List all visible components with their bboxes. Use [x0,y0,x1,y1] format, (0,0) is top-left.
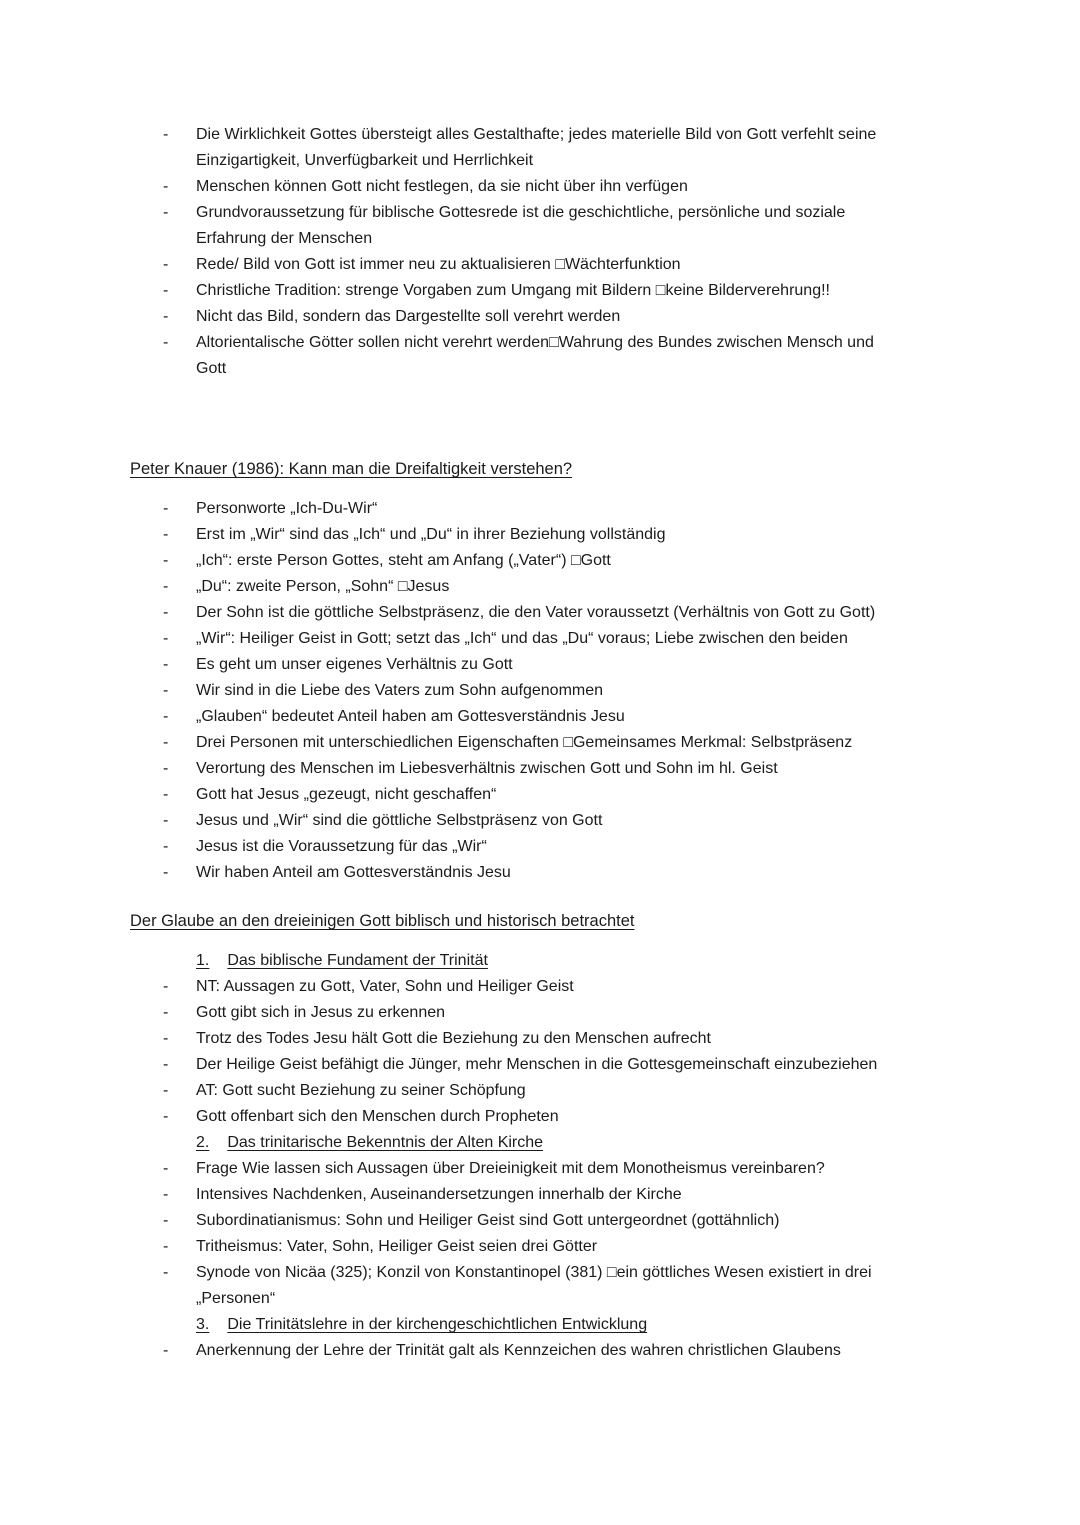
bullet-text: Verortung des Menschen im Liebesverhältnis zwischen Gott und Sohn im hl. Geist [196,760,778,777]
bullet-marker-dash: - [163,334,169,351]
bullet-marker-dash: - [163,204,169,221]
bullet-marker-dash: - [163,1108,169,1125]
bullet-item [130,704,906,730]
bullet-marker-dash: - [163,734,169,751]
bullet-item [130,808,906,834]
sub-heading [130,948,906,974]
bullet-item [130,626,906,652]
bullet-item [130,756,906,782]
bullet-marker-dash: - [163,256,169,273]
bullet-text: Erst im „Wir“ sind das „Ich“ und „Du“ in ihrer Beziehung vollständig [196,526,666,543]
bullet-marker-dash: - [163,1004,169,1021]
bullet-text: Wir sind in die Liebe des Vaters zum Sohn aufgenommen [196,682,604,699]
bullet-text: Gott offenbart sich den Menschen durch Propheten [196,1108,559,1125]
bullet-text: Subordinatianismus: Sohn und Heiliger Geist sind Gott untergeordnet (gottähnlich) [196,1212,780,1229]
bullet-text: Gott hat Jesus „gezeugt, nicht geschaffen“ [196,786,497,803]
bullet-item [130,1208,906,1234]
bullet-list [130,122,906,382]
bullet-text: Drei Personen mit unterschiedlichen Eigenschaften □Gemeinsames Merkmal: Selbstpräsenz [196,734,853,751]
bullet-marker-dash: - [163,552,169,569]
bullet-text: Altorientalische Götter sollen nicht verehrt werden□Wahrung des Bundes zwischen Mensch und Gott [196,334,874,377]
bullet-marker-dash: - [163,786,169,803]
bullet-marker-dash: - [163,282,169,299]
bullet-marker-dash: - [163,178,169,195]
bullet-text: „Du“: zweite Person, „Sohn“ □Jesus [196,578,450,595]
bullet-list [130,974,906,1130]
bullet-item [130,1104,906,1130]
bullet-item [130,122,906,174]
bullet-text: Christliche Tradition: strenge Vorgaben zum Umgang mit Bildern □keine Bilderverehrung!! [196,282,830,299]
bullet-text: Der Sohn ist die göttliche Selbstpräsenz, die den Vater voraussetzt (Verhältnis von Gott zu Gott) [196,604,876,621]
bullet-item [130,834,906,860]
bullet-text: Anerkennung der Lehre der Trinität galt als Kennzeichen des wahren christlichen Glaubens [196,1342,841,1359]
bullet-marker-dash: - [163,682,169,699]
bullet-item [130,1052,906,1078]
bullet-list [130,1156,906,1312]
bullet-text: Gott gibt sich in Jesus zu erkennen [196,1004,446,1021]
bullet-item [130,1338,906,1364]
bullet-marker-dash: - [163,1186,169,1203]
bullet-text: Der Heilige Geist befähigt die Jünger, mehr Menschen in die Gottesgemeinschaft einzubeziehen [196,1056,878,1073]
bullet-item [130,652,906,678]
bullet-marker-dash: - [163,864,169,881]
bullet-marker-dash: - [163,838,169,855]
bullet-item [130,1078,906,1104]
bullet-item [130,860,906,886]
bullet-marker-dash: - [163,708,169,725]
bullet-marker-dash: - [163,526,169,543]
bullet-item [130,548,906,574]
bullet-item [130,304,906,330]
section-heading: Peter Knauer (1986): Kann man die Dreifaltigkeit verstehen? [130,460,573,478]
bullet-text: NT: Aussagen zu Gott, Vater, Sohn und Heiliger Geist [196,978,574,995]
bullet-marker-dash: - [163,1212,169,1229]
bullet-item [130,678,906,704]
sub-heading-number: 1. [196,952,210,969]
bullet-text: Es geht um unser eigenes Verhältnis zu Gott [196,656,513,673]
bullet-text: Wir haben Anteil am Gottesverständnis Jesu [196,864,511,881]
bullet-list [130,1338,906,1364]
bullet-item [130,782,906,808]
vertical-spacer [130,382,906,434]
bullet-marker-dash: - [163,500,169,517]
sub-heading [130,1130,906,1156]
bullet-marker-dash: - [163,1056,169,1073]
bullet-marker-dash: - [163,630,169,647]
sub-heading-text: Das biblische Fundament der Trinität [227,952,488,969]
section-heading: Der Glaube an den dreieinigen Gott biblisch und historisch betrachtet [130,912,635,930]
bullet-marker-dash: - [163,126,169,143]
bullet-item [130,1000,906,1026]
bullet-item [130,1182,906,1208]
bullet-text: Frage Wie lassen sich Aussagen über Dreieinigkeit mit dem Monotheismus vereinbaren? [196,1160,825,1177]
bullet-marker-dash: - [163,1342,169,1359]
bullet-marker-dash: - [163,308,169,325]
bullet-marker-dash: - [163,1160,169,1177]
sub-heading [130,1312,906,1338]
bullet-item [130,574,906,600]
bullet-text: AT: Gott sucht Beziehung zu seiner Schöpfung [196,1082,526,1099]
bullet-item [130,496,906,522]
bullet-item [130,600,906,626]
bullet-marker-dash: - [163,812,169,829]
bullet-text: „Glauben“ bedeutet Anteil haben am Gottesverständnis Jesu [196,708,625,725]
bullet-marker-dash: - [163,1264,169,1281]
bullet-marker-dash: - [163,1082,169,1099]
bullet-item [130,278,906,304]
bullet-item [130,1234,906,1260]
bullet-item [130,252,906,278]
sub-heading-number: 3. [196,1316,210,1333]
bullet-text: Grundvoraussetzung für biblische Gottesrede ist die geschichtliche, persönliche und soziale Erfahrung der Menschen [196,204,846,247]
bullet-item [130,974,906,1000]
bullet-text: Rede/ Bild von Gott ist immer neu zu aktualisieren □Wächterfunktion [196,256,681,273]
bullet-marker-dash: - [163,760,169,777]
bullet-marker-dash: - [163,604,169,621]
bullet-text: Nicht das Bild, sondern das Dargestellte soll verehrt werden [196,308,621,325]
sub-heading-text: Die Trinitätslehre in der kirchengeschichtlichen Entwicklung [227,1316,648,1333]
bullet-item [130,330,906,382]
bullet-item [130,522,906,548]
bullet-marker-dash: - [163,578,169,595]
bullet-text: Synode von Nicäa (325); Konzil von Konstantinopel (381) □ein göttliches Wesen existiert in drei „Personen“ [196,1264,872,1307]
bullet-text: Trotz des Todes Jesu hält Gott die Beziehung zu den Menschen aufrecht [196,1030,711,1047]
bullet-marker-dash: - [163,1030,169,1047]
bullet-item [130,1156,906,1182]
bullet-text: „Ich“: erste Person Gottes, steht am Anfang („Vater“) □Gott [196,552,611,569]
bullet-text: „Wir“: Heiliger Geist in Gott; setzt das „Ich“ und das „Du“ voraus; Liebe zwischen den beiden [196,630,848,647]
bullet-text: Tritheismus: Vater, Sohn, Heiliger Geist seien drei Götter [196,1238,598,1255]
bullet-marker-dash: - [163,978,169,995]
bullet-item [130,200,906,252]
bullet-item [130,1026,906,1052]
bullet-text: Intensives Nachdenken, Auseinandersetzungen innerhalb der Kirche [196,1186,682,1203]
bullet-text: Jesus und „Wir“ sind die göttliche Selbstpräsenz von Gott [196,812,603,829]
sub-heading-number: 2. [196,1134,210,1151]
bullet-item [130,1260,906,1312]
bullet-marker-dash: - [163,656,169,673]
bullet-text: Jesus ist die Voraussetzung für das „Wir“ [196,838,487,855]
bullet-item [130,730,906,756]
bullet-list [130,496,906,886]
bullet-marker-dash: - [163,1238,169,1255]
bullet-item [130,174,906,200]
bullet-text: Personworte „Ich-Du-Wir“ [196,500,378,517]
bullet-text: Die Wirklichkeit Gottes übersteigt alles Gestalthafte; jedes materielle Bild von Gott verfehlt seine Einzigartigkeit, Unverfügbarkeit und Herrlichkeit [196,126,877,169]
bullet-text: Menschen können Gott nicht festlegen, da sie nicht über ihn verfügen [196,178,688,195]
sub-heading-text: Das trinitarische Bekenntnis der Alten Kirche [227,1134,544,1151]
